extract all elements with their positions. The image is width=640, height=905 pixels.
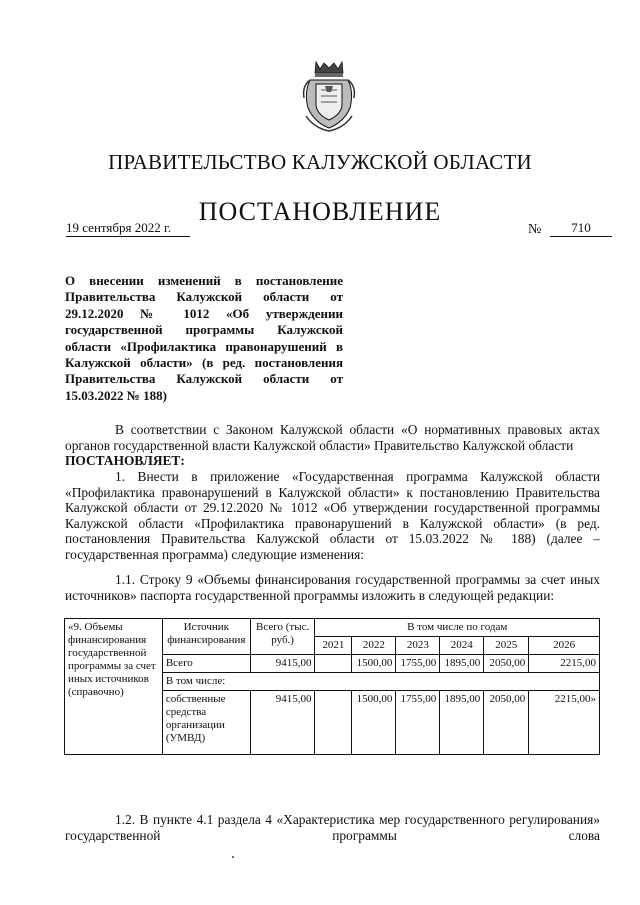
table-cell-value: 2215,00 bbox=[529, 655, 600, 673]
document-type: ПОСТАНОВЛЕНИЕ bbox=[198, 197, 442, 226]
table-header-years-group: В том числе по годам bbox=[315, 619, 600, 637]
clause-1-1-paragraph: 1.1. Строку 9 «Объемы финансирования государственной программы за счет иных источников» паспорта государственной программы изложить в следующей редакции: bbox=[65, 572, 600, 603]
kaluga-coat-of-arms-icon bbox=[300, 58, 358, 132]
table-header-source: Источник финансирования bbox=[162, 619, 250, 655]
number-label: № bbox=[528, 222, 542, 237]
table-cell-value: 2215,00» bbox=[529, 691, 600, 755]
table-cell-value: 1895,00 bbox=[440, 655, 484, 673]
table-header-year: 2023 bbox=[396, 637, 440, 655]
table-cell-value bbox=[315, 691, 352, 755]
clause-1-paragraph: 1. Внести в приложение «Государственная программа Калужской области «Профилактика правонарушений в Калужской области» к постановлению Правительства Калужской области от 29.12.2020 № 1012 «Об утверждении государственной программы Калужской области «Профилактика правонарушений в Калужской области» (в ред. постановления Правительства Калужской области от 15.03.2022 № 188) (далее – государственная программа) следующие изменения: bbox=[65, 469, 600, 562]
decree-word: ПОСТАНОВЛЯЕТ: bbox=[65, 453, 185, 468]
table-header-year: 2025 bbox=[484, 637, 529, 655]
table-cell-value: 1500,00 bbox=[352, 655, 396, 673]
table-cell-total: 9415,00 bbox=[250, 655, 315, 673]
table-cell-value: 2050,00 bbox=[484, 691, 529, 755]
table-cell-value: 1500,00 bbox=[352, 691, 396, 755]
table-cell-including: В том числе: bbox=[162, 673, 599, 691]
table-header-total: Всего (тыс. руб.) bbox=[250, 619, 315, 655]
scan-artifact-dot bbox=[232, 856, 234, 858]
table-header-year: 2026 bbox=[529, 637, 600, 655]
document-subject: О внесении изменений в постановление Правительства Калужской области от 29.12.2020 № 1012 «Об утверждении государственной программы Калужской области «Профилактика правонарушений в Калужской области» (в ред. постановления Правительства Калужской области от 15.03.2022 № 188) bbox=[65, 273, 343, 403]
table-cell-value: 1755,00 bbox=[396, 691, 440, 755]
table-cell-value: 1755,00 bbox=[396, 655, 440, 673]
table-cell-total: 9415,00 bbox=[250, 691, 315, 755]
financing-table bbox=[64, 618, 600, 755]
table-row-label-cell: «9. Объемы финансирования государственной программы за счет иных источников (справочно) bbox=[65, 619, 163, 755]
document-number: 710 bbox=[550, 221, 612, 237]
table-header-year: 2022 bbox=[352, 637, 396, 655]
table-cell-source: Всего bbox=[162, 655, 250, 673]
table-header-year: 2024 bbox=[440, 637, 484, 655]
document-date: 19 сентября 2022 г. bbox=[66, 221, 190, 237]
clause-1-2-paragraph: 1.2. В пункте 4.1 раздела 4 «Характеристика мер государственного регулирования» государственной программы слова bbox=[65, 812, 600, 843]
government-title: ПРАВИТЕЛЬСТВО КАЛУЖСКОЙ ОБЛАСТИ bbox=[108, 150, 532, 174]
table-cell-value bbox=[315, 655, 352, 673]
preamble-paragraph: В соответствии с Законом Калужской области «О нормативных правовых актах органов государственной власти Калужской области» Правительство Калужской области bbox=[65, 422, 600, 453]
table-cell-value: 2050,00 bbox=[484, 655, 529, 673]
table-header-year: 2021 bbox=[315, 637, 352, 655]
table-cell-source: собственные средства организации (УМВД) bbox=[162, 691, 250, 755]
table-cell-value: 1895,00 bbox=[440, 691, 484, 755]
